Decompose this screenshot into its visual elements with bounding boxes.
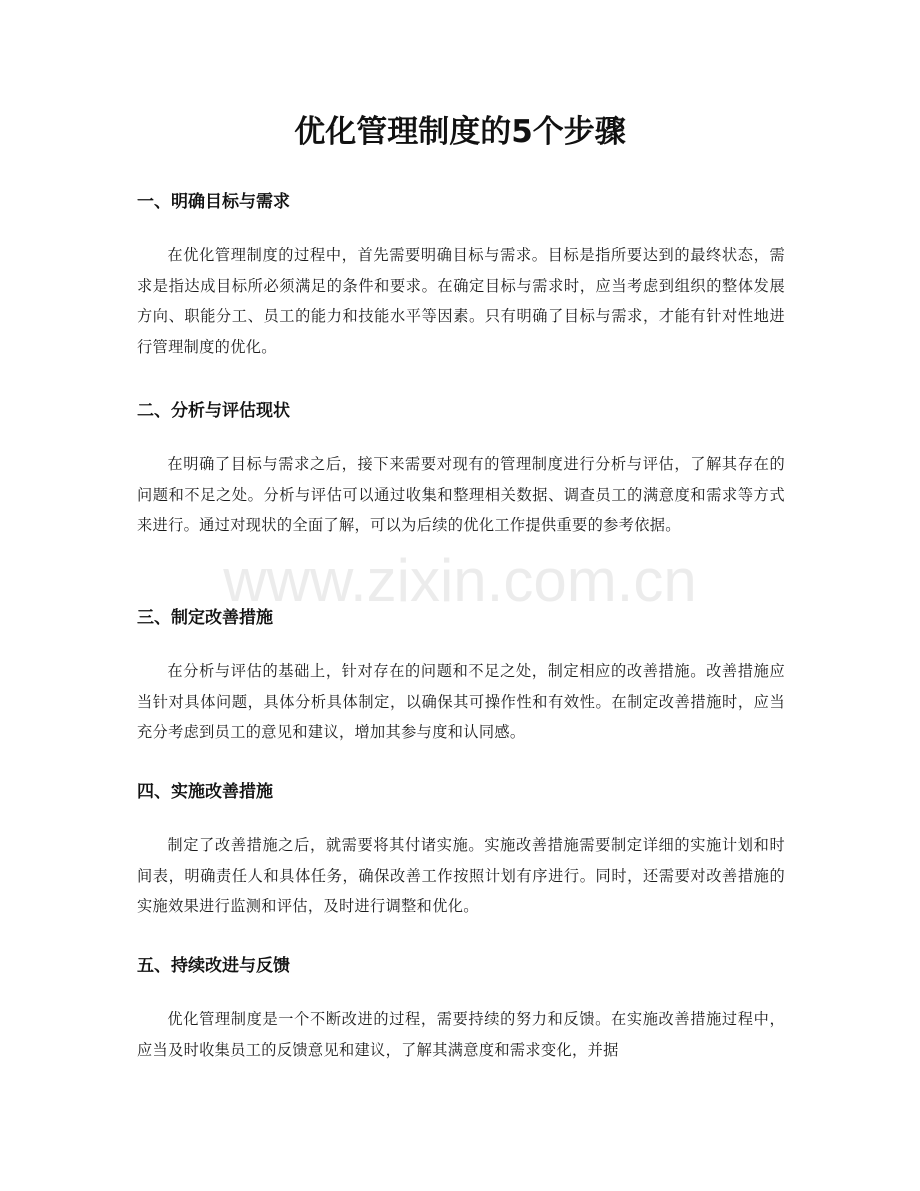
section-heading: 三、制定改善措施 <box>137 608 273 628</box>
section-2 <box>137 399 785 541</box>
section-heading: 二、分析与评估现状 <box>137 401 290 421</box>
section-4 <box>137 780 785 922</box>
section-paragraph: 在明确了目标与需求之后，接下来需要对现有的管理制度进行分析与评估，了解其存在的问题和不足之处。分析与评估可以通过收集和整理相关数据、调查员工的满意度和需求等方式来进行。通过对现状的全面了解，可以为后续的优化工作提供重要的参考依据。 <box>137 455 785 534</box>
watermark-text: www.zixin.com.cn <box>223 547 697 614</box>
section-paragraph: 制定了改善措施之后，就需要将其付诸实施。实施改善措施需要制定详细的实施计划和时间表，明确责任人和具体任务，确保改善工作按照计划有序进行。同时，还需要对改善措施的实施效果进行监测和评估，及时进行调整和优化。 <box>137 836 785 915</box>
section-paragraph: 在优化管理制度的过程中，首先需要明确目标与需求。目标是指所要达到的最终状态，需求是指达成目标所必须满足的条件和要求。在确定目标与需求时，应当考虑到组织的整体发展方向、职能分工、员工的能力和技能水平等因素。只有明确了目标与需求，才能有针对性地进行管理制度的优化。 <box>137 246 785 356</box>
section-1 <box>137 190 785 362</box>
section-paragraph: 优化管理制度是一个不断改进的过程，需要持续的努力和反馈。在实施改善措施过程中，应当及时收集员工的反馈意见和建议，了解其满意度和需求变化，并据 <box>137 1010 785 1059</box>
section-heading: 四、实施改善措施 <box>137 782 273 802</box>
section-heading: 一、明确目标与需求 <box>137 192 290 212</box>
section-paragraph: 在分析与评估的基础上，针对存在的问题和不足之处，制定相应的改善措施。改善措施应当针对具体问题，具体分析具体制定，以确保其可操作性和有效性。在制定改善措施时，应当充分考虑到员工的意见和建议，增加其参与度和认同感。 <box>137 662 785 741</box>
section-3 <box>137 606 785 748</box>
section-heading: 五、持续改进与反馈 <box>137 956 290 976</box>
document-title: 优化管理制度的5个步骤 <box>294 114 626 150</box>
section-5 <box>137 954 785 1065</box>
